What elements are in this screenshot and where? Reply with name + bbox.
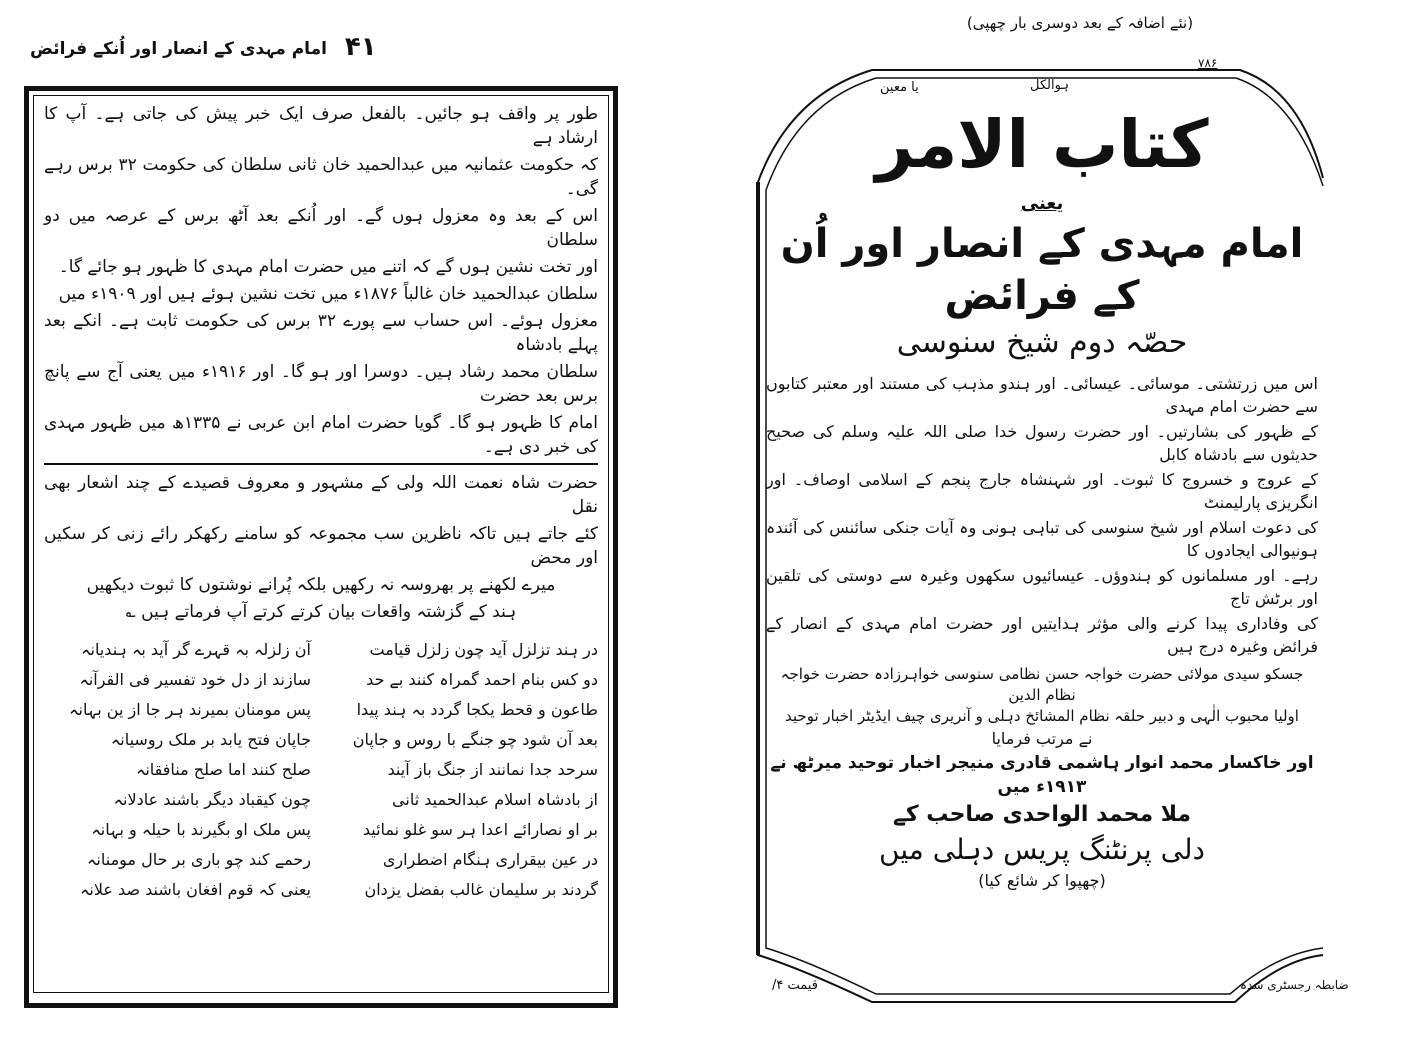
verse-second: صلح کنند اما صلح منافقانہ xyxy=(135,760,311,779)
text-line: معزول ہوئے۔ اس حساب سے پورے ۳۲ برس کی حکومت ثابت ہے۔ انکے بعد پہلے بادشاہ xyxy=(44,311,598,355)
verse-second: سازند از دل خود تفسیر فی القرآنہ xyxy=(79,670,311,689)
text-line: کہ حکومت عثمانیہ میں عبدالحمید خان ثانی سلطان کی حکومت ۳۲ برس رہے گی۔ xyxy=(44,155,599,199)
text-line: اس میں زرتشتی۔ موسائی۔ عیسائی۔ اور ہندو مذہب کی مستند اور معتبر کتابوں سے حضرت امام مہدی xyxy=(766,374,1318,416)
verse-first: گردند بر سلیمان غالب بفضل یزدان xyxy=(364,880,598,899)
text-line: میرے لکھنے پر بھروسہ نہ رکھیں بلکہ پُرانے نوشتوں کا ثبوت دیکھیں xyxy=(86,575,556,595)
part-title: حصّہ دوم شیخ سنوسی xyxy=(896,325,1188,360)
verse-second: جاپان فتح یابد بر ملک روسیانہ xyxy=(110,730,311,749)
publisher-line: اور خاکسار محمد انوار ہاشمی قادری منیجر اخبار توحید میرٹھ نے ۱۹۱۳ء میں xyxy=(770,753,1314,797)
verse-second: آن زلزلہ بہ قہرے گر آید بہ ہندیانہ xyxy=(81,640,311,659)
number-786: ۷۸۶ xyxy=(1198,56,1218,70)
text-line: اس کے بعد وہ معزول ہوں گے۔ اور اُنکے بعد آٹھ برس کے عرصہ میں دو سلطان xyxy=(44,206,598,250)
edition-note: (نئے اضافہ کے بعد دوسری بار چھپی) xyxy=(966,14,1194,32)
verse-first: بر او نصارائے اعدا ہر سو غلو نمائید xyxy=(362,820,598,839)
title-page-body xyxy=(766,100,1318,893)
text-line: کے ظہور کی بشارتیں۔ اور حضرت رسول خدا صلی اللہ علیہ وسلم کی صحیح حدیثوں سے بادشاہ کابل xyxy=(766,422,1318,464)
author-line: اولیا محبوب الٰہی و دبیر حلقہ نظام المشائخ دہلی و آنریری چیف ایڈیٹر اخبار توحید xyxy=(785,707,1299,725)
author-line: جسکو سیدی مولائی حضرت خواجہ حسن نظامی سنوسی خواہرزادہ حضرت خواجہ نظام الدین xyxy=(780,665,1304,704)
page-number: ۴۱ xyxy=(344,32,377,62)
verse-second: یعنی کہ قوم افغان باشند صد علانہ xyxy=(80,880,311,899)
text-line: سلطان عبدالحمید خان غالباً ۱۸۷۶ء میں تخت نشین ہوئے ہیں اور ۱۹۰۹ء میں xyxy=(58,284,598,304)
price-label: قیمت ۴/ xyxy=(772,978,818,993)
verse-second: چون کیقباد دیگر باشند عادلانہ xyxy=(113,790,311,809)
verse-second: پس ملک او بگیرند با حیلہ و بہانہ xyxy=(91,820,311,839)
text-line: رہے۔ اور مسلمانوں کو ہندوؤں۔ عیسائیوں سکھوں وغیرہ سے دوستی کی تلقین اور برٹش تاج xyxy=(766,566,1318,608)
compiled-by: نے مرتب فرمایا xyxy=(991,729,1093,748)
running-title: امام مہدی کے انصار اور اُنکے فرائض xyxy=(30,39,327,59)
text-line: کے عروج و خسروج کا ثبوت۔ اور شہنشاہ جارج پنجم کے اسلامی اوصاف۔ اور انگریزی پارلیمنٹ xyxy=(766,470,1318,512)
verse-second: رحمے کند چو باری بر حال مومنانہ xyxy=(87,850,311,869)
printer-line: ملا محمد الواحدی صاحب کے xyxy=(892,802,1192,827)
text-line: طور پر واقف ہو جائیں۔ بالفعل صرف ایک خبر پیش کی جاتی ہے۔ آپ کا ارشاد ہے xyxy=(44,104,598,148)
invocation: یا معین xyxy=(880,80,919,95)
text-line: حضرت شاہ نعمت اللہ ولی کے مشہور و معروف قصیدے کے چند اشعار بھی نقل xyxy=(44,473,598,517)
press-name: دلی پرنٹنگ پریس دہلی میں xyxy=(879,833,1205,866)
verse-first: سرحد جدا نمانند از جنگ باز آیند xyxy=(387,760,598,779)
yani-label: یعنی xyxy=(1020,193,1064,214)
text-line: امام کا ظہور ہو گا۔ گویا حضرت امام ابن عربی نے ۱۳۳۵ھ میں ظہور مہدی کی خبر دی ہے۔ xyxy=(44,411,598,465)
book-subtitle: امام مہدی کے انصار اور اُن کے فرائض xyxy=(780,221,1304,319)
text-line: کی دعوت اسلام اور شیخ سنوسی کی تباہی ہونی وہ آیات جنکی سائنس کی آئندہ ہونیوالی ایجادوں کا xyxy=(766,518,1318,560)
printed-note: (چھپوا کر شائع کیا) xyxy=(978,871,1106,890)
verse-second: پس مومنان بمیرند ہر جا از ین بہانہ xyxy=(69,700,311,719)
verse-first: در ہند تزلزل آید چون زلزل قیامت xyxy=(369,640,598,659)
book-title: کتاب الامر xyxy=(875,106,1209,183)
text-line: ہند کے گزشتہ واقعات بیان کرتے کرتے آپ فرماتے ہیں ؎ xyxy=(125,602,517,622)
invocation: ہوالکل xyxy=(1030,78,1069,93)
text-line: کی وفاداری پیدا کرنے والی مؤثر ہدایتیں اور حضرت امام مہدی کے انصار کے فرائض وغیرہ درج ہیں xyxy=(766,614,1318,656)
verse-first: در عین بیقراری ہنگام اضطراری xyxy=(382,850,598,869)
text-line: اور تخت نشین ہوں گے کہ اتنے میں حضرت امام مہدی کا ظہور ہو جائے گا۔ xyxy=(58,257,598,277)
text-line: کئے جاتے ہیں تاکہ ناظرین سب مجموعہ کو سامنے رکھکر رائے زنی کر سکیں اور محض xyxy=(44,524,598,568)
text-line: سلطان محمد رشاد ہیں۔ دوسرا اور ہو گا۔ اور ۱۹۱۶ء میں یعنی آج سے پانچ برس بعد حضرت xyxy=(44,362,598,406)
registration-note: ضابطہ رجسٹری شدہ xyxy=(1240,978,1349,992)
verse-first: دو کس بنام احمد گمراہ کنند بے حد xyxy=(366,670,598,689)
verse-first: طاعون و قحط یکجا گردد بہ ہند پیدا xyxy=(356,700,598,719)
verse-first: بعد آن شود چو جنگے با روس و جاپان xyxy=(352,730,598,749)
verse-first: از بادشاہ اسلام عبدالحمید ثانی xyxy=(392,790,598,809)
